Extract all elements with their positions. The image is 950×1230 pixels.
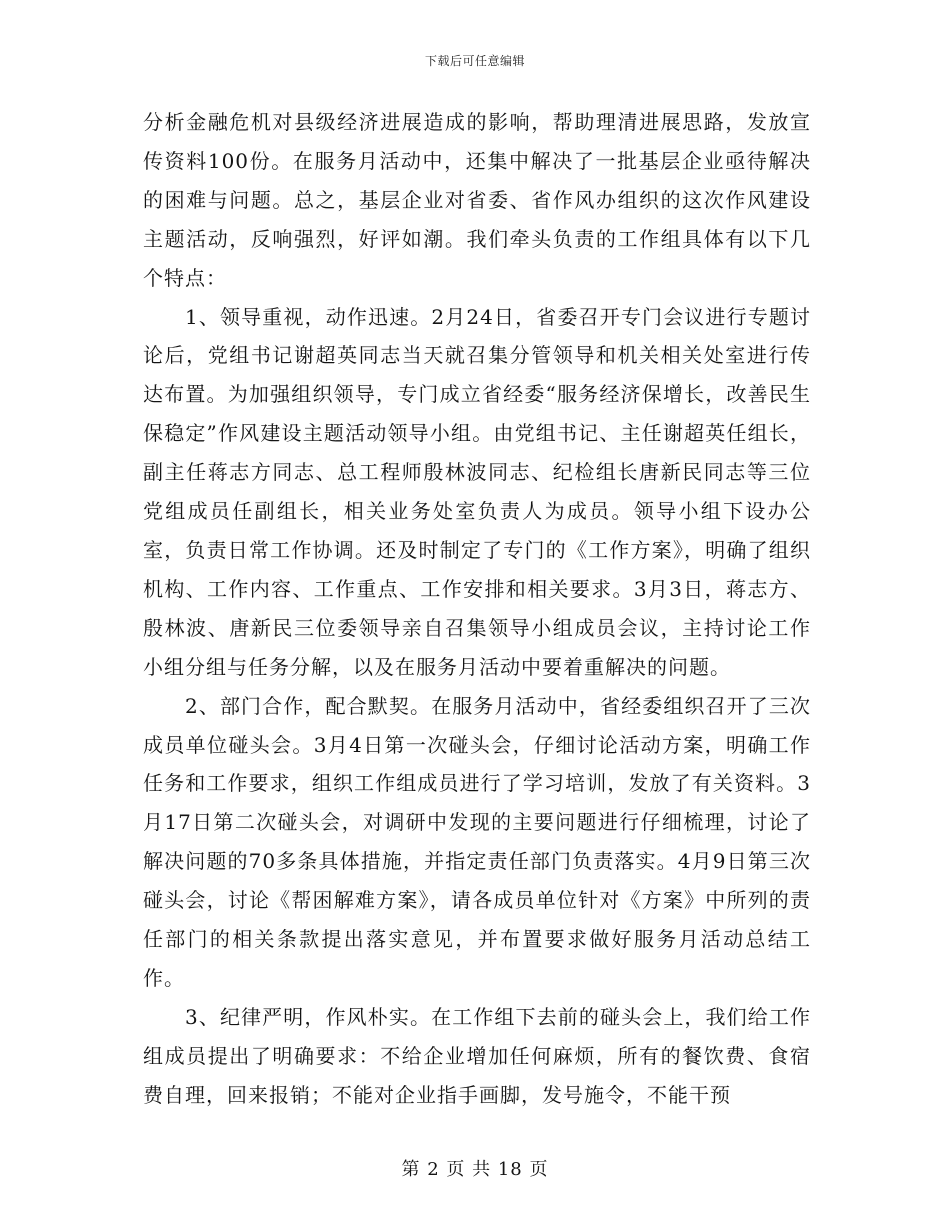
page-header: 下载后可任意编辑 <box>424 54 525 68</box>
document-body <box>143 103 811 1115</box>
paragraph-continuation: 分析金融危机对县级经济进展造成的影响，帮助理清进展思路，发放宣传资料100份。在服务月活动中，还集中解决了一批基层企业亟待解决的困难与问题。总之，基层企业对省委、省作风办组织的这次作风建设主题活动，反响强烈，好评如潮。我们牵头负责的工作组具体有以下几个特点： <box>143 110 811 290</box>
paragraph-leadership: 1、领导重视，动作迅速。2月24日，省委召开专门会议进行专题讨论后，党组书记谢超英同志当天就召集分管领导和机关相关处室进行传达布置。为加强组织领导，专门成立省经委“服务经济保增长，改善民生保稳定”作风建设主题活动领导小组。由党组书记、主任谢超英任组长，副主任蒋志方同志、总工程师殷林波同志、纪检组长唐新民同志等三位党组成员任副组长，相关业务处室负责人为成员。领导小组下设办公室，负责日常工作协调。还及时制定了专门的《工作方案》，明确了组织机构、工作内容、工作重点、工作安排和相关要求。3月3日，蒋志方、殷林波、唐新民三位委领导亲自召集领导小组成员会议，主持讨论工作小组分组与任务分解，以及在服务月活动中要着重解决的问题。 <box>143 304 811 679</box>
paragraph-discipline: 3、纪律严明，作风朴实。在工作组下去前的碰头会上，我们给工作组成员提出了明确要求：不给企业增加任何麻烦，所有的餐饮费、食宿费自理，回来报销；不能对企业指手画脚，发号施令，不能干预 <box>143 1004 811 1107</box>
paragraph-cooperation: 2、部门合作，配合默契。在服务月活动中，省经委组织召开了三次成员单位碰头会。3月4日第一次碰头会，仔细讨论活动方案，明确工作任务和工作要求，组织工作组成员进行了学习培训，发放了有关资料。3月17日第二次碰头会，对调研中发现的主要问题进行仔细梳理，讨论了解决问题的70多条具体措施，并指定责任部门负责落实。4月9日第三次碰头会，讨论《帮困解难方案》，请各成员单位针对《方案》中所列的责任部门的相关条款提出落实意见，并布置要求做好服务月活动总结工作。 <box>143 693 811 990</box>
page-number: 第 2 页 共 18 页 <box>401 1159 549 1180</box>
